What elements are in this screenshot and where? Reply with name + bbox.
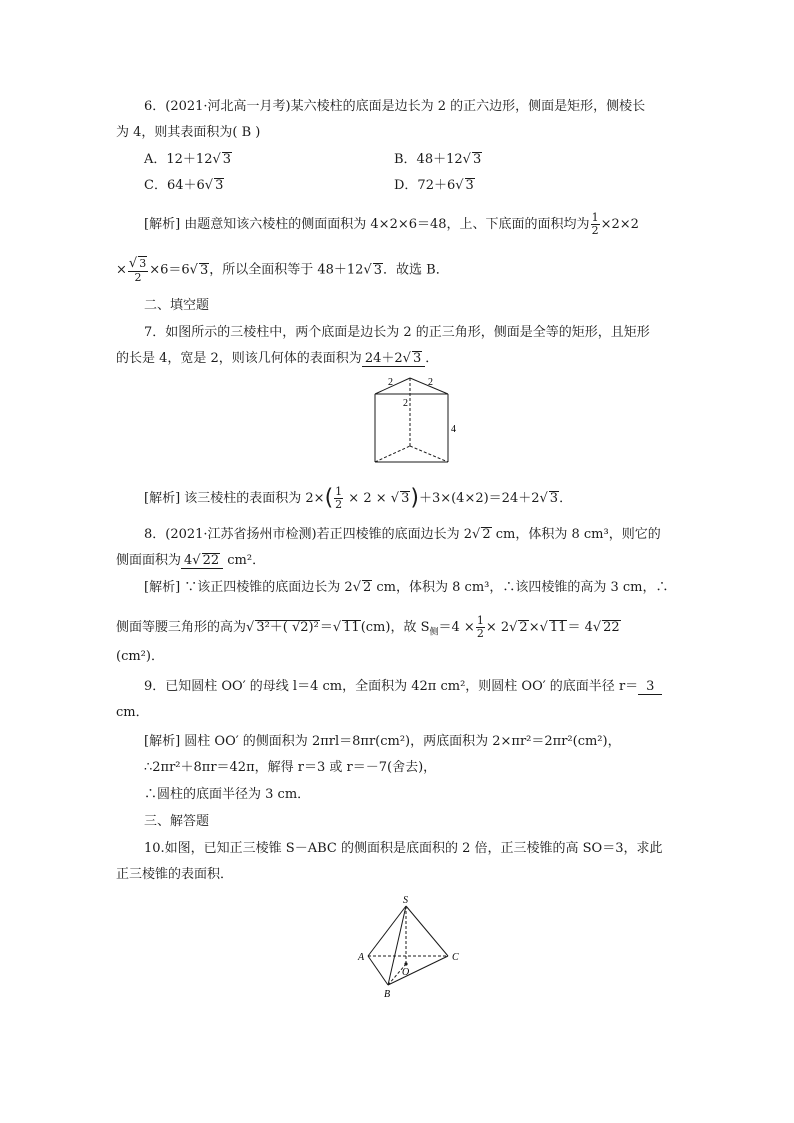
fig-label-o: O xyxy=(402,967,410,978)
fig-label-s: S xyxy=(403,895,408,906)
q6-line2: 为 4，则其表面积为( B ) xyxy=(116,125,261,140)
center-point-o xyxy=(404,962,407,965)
q7-solution: [解析] 该三棱柱的表面积为 2×( $\frac{1}{2}$ × 2 × √ 3)＋3×(4×2)＝24＋2√ 3． xyxy=(144,485,573,511)
q10-line2: 正三棱锥的表面积． xyxy=(116,867,234,882)
fig-label-c: C xyxy=(452,952,459,963)
q8-line2: 侧面面积为 4√ 22 cm²． xyxy=(116,553,266,568)
q6-option-b: B．48＋12√ 3 xyxy=(394,152,482,167)
q7-answer: 24＋2√ 3 xyxy=(362,351,425,367)
q9-solution-line3: ∴圆柱的底面半径为 3 cm． xyxy=(144,787,311,802)
q8-solution-line3: (cm²)． xyxy=(116,649,164,664)
pyramid-figure xyxy=(350,892,470,1002)
section-answer-heading: 三、解答题 xyxy=(144,814,210,829)
q8-answer: 4√ 22 xyxy=(181,553,223,569)
q6-option-a: A．12＋12√ 3 xyxy=(144,152,232,167)
fig-label-a: A xyxy=(358,952,365,963)
fig-label-2c: 2 xyxy=(403,398,408,409)
fig-label-2a: 2 xyxy=(388,377,393,388)
q7-line1: 7．如图所示的三棱柱中，两个底面是边长为 2 的正三角形，侧面是全等的矩形，且矩形 xyxy=(144,325,650,340)
q9-solution-line1: [解析] 圆柱 OO′ 的侧面积为 2πrl＝8πr(cm²)，两底面积为 2×πr²＝2πr²(cm²)， xyxy=(144,734,621,749)
q8-solution-line2: 侧面等腰三角形的高为√ 3²＋( √2)²＝√ 11(cm)，故 $S_侧=4$ × $\frac{1}{2}$ × 2√ 2×√ 11＝ 4√ 22 xyxy=(116,614,620,640)
q9-solution-line2: ∴2πr²＋8πr＝42π，解得 r＝3 或 r＝－7(舍去)， xyxy=(144,760,437,775)
section-fill-in-heading: 二、填空题 xyxy=(144,298,210,313)
fig-label-2b: 2 xyxy=(428,377,433,388)
q6-line1: 6．(2021·河北高一月考)某六棱柱的底面是边长为 2 的正六边形，侧面是矩形，侧棱长 xyxy=(144,99,646,114)
q9-line2: cm． xyxy=(116,705,149,720)
triangular-prism-figure xyxy=(360,372,470,472)
fig-label-4: 4 xyxy=(451,424,456,435)
q6-option-c: C．64＋6√ 3 xyxy=(144,178,224,193)
q6-option-d: D．72＋6√ 3 xyxy=(394,178,474,193)
q6-solution-line1: [解析] 由题意知该六棱柱的侧面面积为 4×2×6＝48，上、下底面的面积均为 $\frac{1}{2}$ ×2×2 xyxy=(144,211,639,237)
q10-line1: 10.如图，已知正三棱锥 S－ABC 的侧面积是底面积的 2 倍，正三棱锥的高 SO＝3，求此 xyxy=(144,841,663,856)
q8-line1: 8．(2021·江苏省扬州市检测)若正四棱锥的底面边长为 2√ 2 cm，体积为 8 cm³，则它的 xyxy=(144,527,661,542)
q9-answer: 3 xyxy=(638,679,662,695)
q9-line1: 9．已知圆柱 OO′ 的母线 l＝4 cm，全面积为 42π cm²，则圆柱 OO′ 的底面半径 r＝ 3 xyxy=(144,678,662,696)
q8-solution-line1: [解析] ∵该正四棱锥的底面边长为 2√ 2 cm，体积为 8 cm³，∴该四棱锥的高为 3 cm，∴ xyxy=(144,580,669,595)
fig-label-b: B xyxy=(384,989,391,1000)
q7-line2: 的长是 4，宽是 2，则该几何体的表面积为 24＋2√ 3 ． xyxy=(116,351,439,366)
q6-solution-line2: × $\frac{√ 3}{2}$ ×6＝6√ 3，所以全面积等于 48＋12√ 3．故选 B． xyxy=(116,256,449,284)
